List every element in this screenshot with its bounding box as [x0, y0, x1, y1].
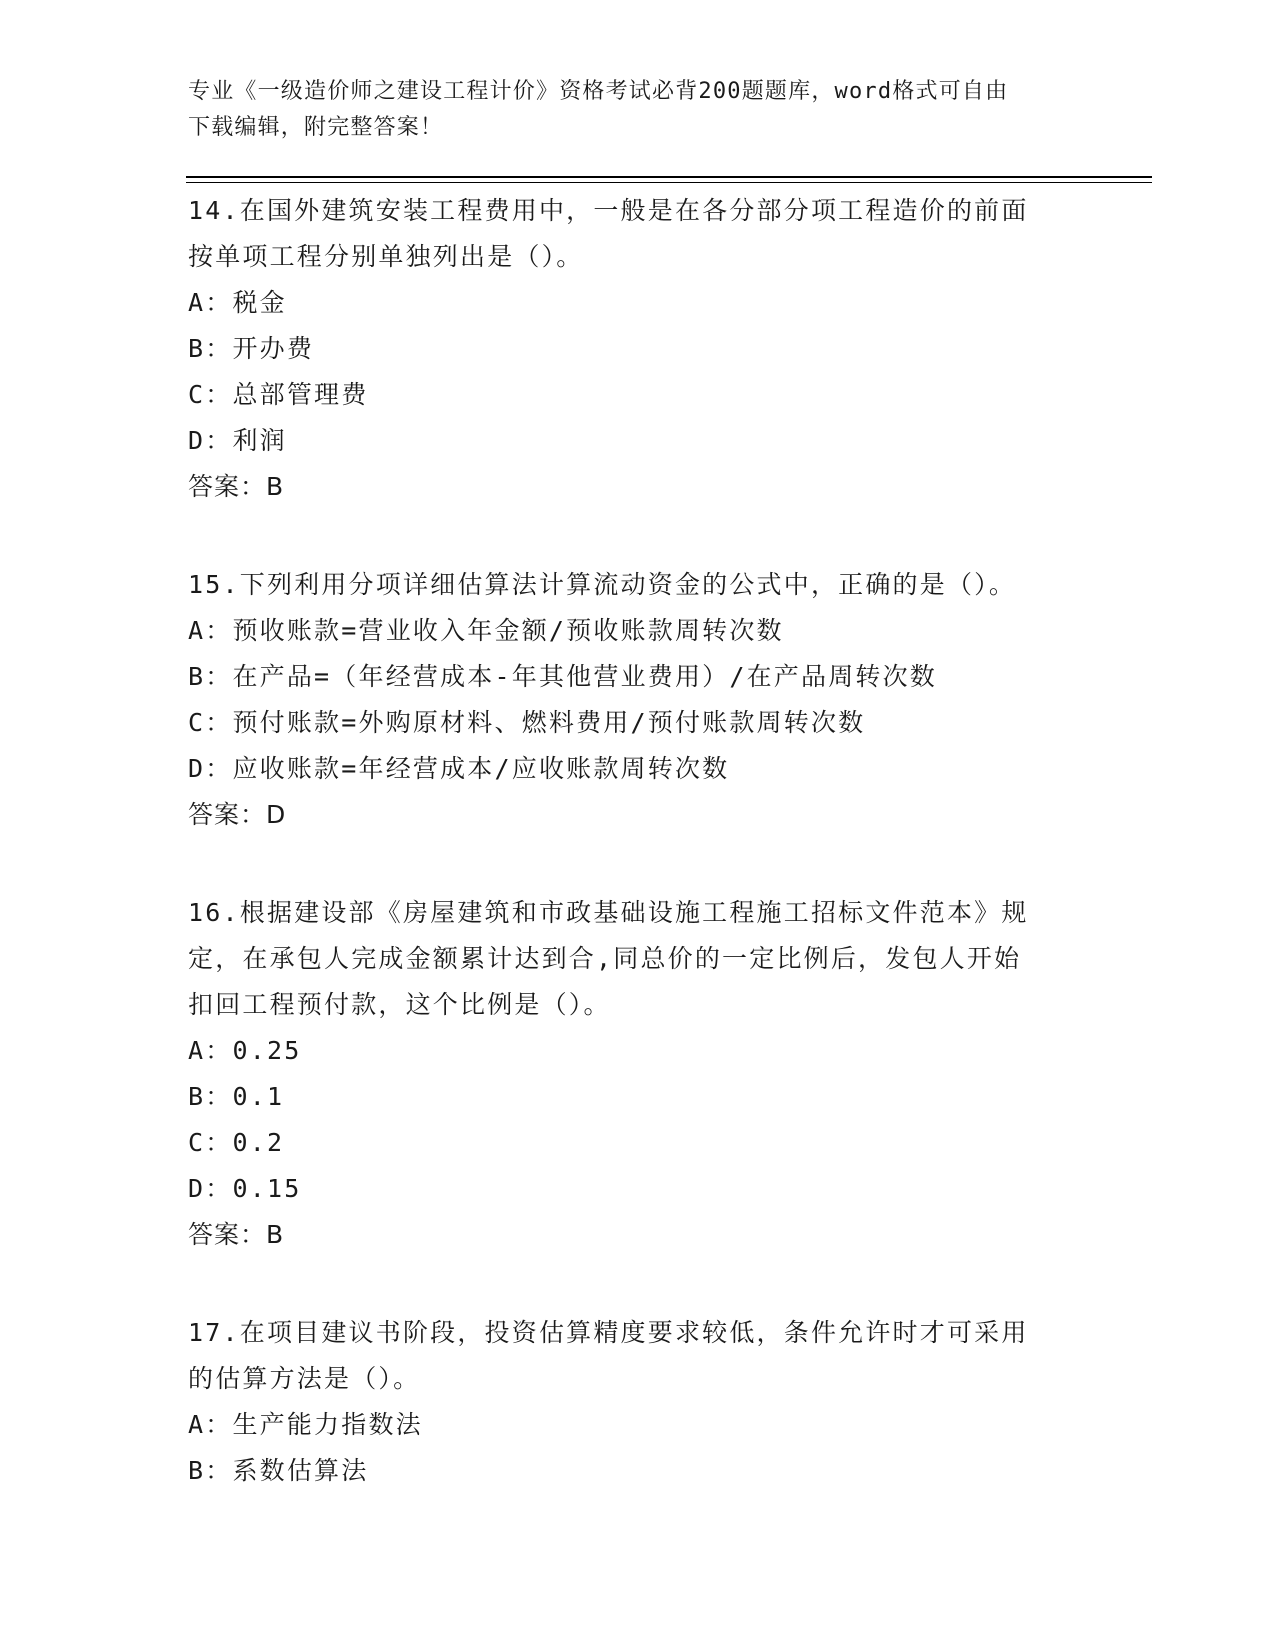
- question-stem-line: 扣回工程预付款，这个比例是（）。: [188, 990, 611, 1019]
- answer-option: C：预付账款=外购原材料、燃料费用/预付账款周转次数: [188, 708, 866, 737]
- answer-option: A：预收账款=营业收入年金额/预收账款周转次数: [188, 616, 784, 645]
- answer-option: C：总部管理费: [188, 380, 369, 409]
- header-line-2: 下载编辑，附完整答案！: [188, 115, 444, 140]
- question-block: [188, 890, 1088, 1258]
- answer-option: B：系数估算法: [188, 1456, 369, 1485]
- question-stem-line: 14.在国外建筑安装工程费用中，一般是在各分部分项工程造价的前面: [188, 196, 1029, 225]
- answer-key: 答案：B: [188, 472, 285, 501]
- answer-option: B：在产品=（年经营成本-年其他营业费用）/在产品周转次数: [188, 662, 938, 691]
- question-stem-line: 的估算方法是（）。: [188, 1364, 421, 1393]
- question-stem-line: 17.在项目建议书阶段，投资估算精度要求较低，条件允许时才可采用: [188, 1318, 1029, 1347]
- answer-option: B：0.1: [188, 1082, 285, 1111]
- answer-key: 答案：B: [188, 1220, 285, 1249]
- answer-option: A：税金: [188, 288, 287, 317]
- question-stem-line: 按单项工程分别单独列出是（）。: [188, 242, 584, 271]
- answer-option: C：0.2: [188, 1128, 285, 1157]
- header-divider-thick: [186, 176, 1152, 178]
- question-stem-line: 定，在承包人完成金额累计达到合,同总价的一定比例后，发包人开始: [188, 944, 1022, 973]
- header-note: [188, 74, 1068, 146]
- answer-option: D：应收账款=年经营成本/应收账款周转次数: [188, 754, 730, 783]
- answer-option: A：生产能力指数法: [188, 1410, 423, 1439]
- question-block: [188, 188, 1088, 510]
- header-divider-thin: [186, 182, 1152, 183]
- question-stem-line: 16.根据建设部《房屋建筑和市政基础设施工程施工招标文件范本》规: [188, 898, 1029, 927]
- answer-key: 答案：D: [188, 800, 287, 829]
- question-list: [188, 188, 1088, 1546]
- answer-option: D：利润: [188, 426, 287, 455]
- answer-option: D：0.15: [188, 1174, 302, 1203]
- question-block: [188, 1310, 1088, 1494]
- question-block: [188, 562, 1088, 838]
- header-line-1: 专业《一级造价师之建设工程计价》资格考试必背200题题库，word格式可自由: [188, 79, 1009, 104]
- question-stem-line: 15.下列利用分项详细估算法计算流动资金的公式中，正确的是（）。: [188, 570, 1017, 599]
- answer-option: A：0.25: [188, 1036, 302, 1065]
- answer-option: B：开办费: [188, 334, 315, 363]
